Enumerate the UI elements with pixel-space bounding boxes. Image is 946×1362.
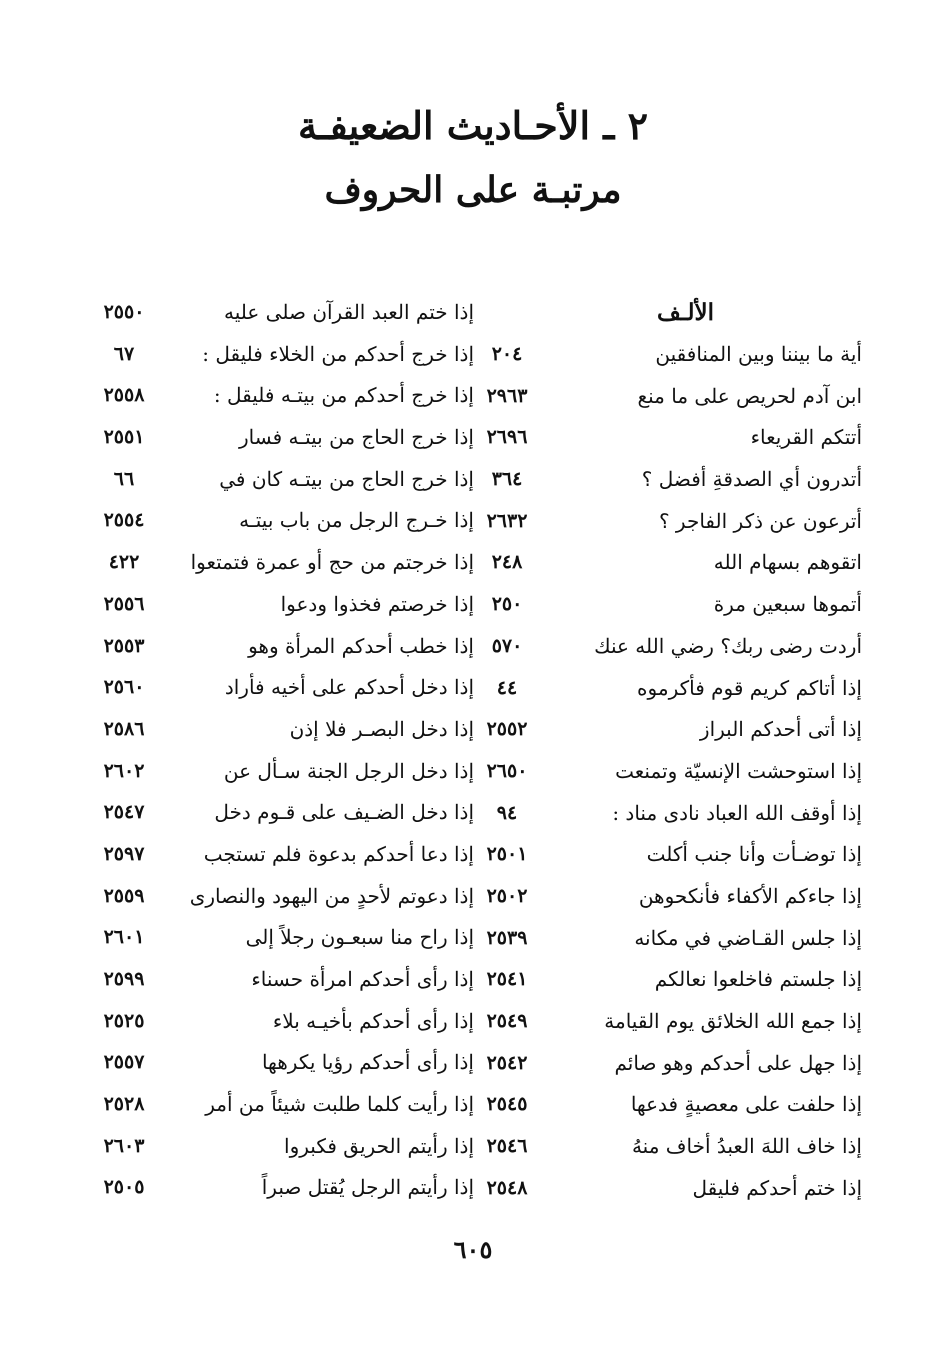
hadith-number: ٣٦٤ [491,468,523,491]
hadith-entry [442,1001,862,1043]
hadith-number: ٢٦٠٣ [103,1134,145,1157]
hadith-entry [442,668,862,710]
hadith-text: إذا ختم أحدكم فليقل [692,1175,862,1200]
hadith-text: إذا دخل أحدكم على أخيه فأراد [224,675,474,700]
hadith-text: أترعون عن ذكر الفاجر ؟ [658,508,862,533]
hadith-entry [442,1168,862,1210]
hadith-number: ٢٥٥٧ [103,1051,145,1074]
hadith-text: إذا راح منا سبعـون رجلاً إلى [245,925,474,950]
hadith-number: ٢٥٨٦ [103,717,145,740]
hadith-text: إذا أوقف الله العباد نادى مناد : [612,800,862,825]
hadith-entry [442,1084,862,1126]
hadith-number: ٢٥٩٩ [103,968,145,990]
hadith-entry [442,918,862,960]
hadith-text: إذا خـرج الرجل من باب بيتـه [239,508,474,533]
hadith-number: ٢٥٤٧ [103,801,145,824]
hadith-number: ٢٥٥٩ [103,884,145,907]
hadith-text: إذا استوحشت الإنسيّة وتمنعت [615,758,862,783]
right-column [442,292,862,1209]
hadith-entry [54,417,474,459]
hadith-number: ٢٥٦٠ [103,676,145,699]
hadith-number: ٢٥٩٧ [103,842,145,865]
hadith-entry [54,792,474,834]
hadith-entry [442,376,862,418]
hadith-entry [54,584,474,626]
hadith-entry [54,375,474,417]
hadith-entry [54,959,474,1001]
hadith-number: ٢٦٣٢ [486,509,528,532]
hadith-number: ٥٧٠ [491,634,523,657]
hadith-number: ٢٩٦٣ [486,384,528,407]
hadith-entry [54,500,474,542]
hadith-entry [442,709,862,751]
hadith-number: ٢٥٤٦ [486,1135,528,1158]
hadith-entry [54,626,474,668]
hadith-number: ٢٥٤١ [486,968,528,991]
hadith-number: ٢٥٥٦ [103,592,145,615]
hadith-number: ٢٥٤٢ [486,1051,528,1074]
hadith-text: إذا جلستم فاخلعوا نعالكم [654,967,862,992]
hadith-entry [54,834,474,876]
hadith-entry [442,626,862,668]
hadith-number: ٢٥٢٥ [103,1009,145,1032]
hadith-entry [54,1042,474,1084]
hadith-number: ٢٦٥٠ [486,759,528,782]
hadith-text: إذا رأى أحدكم بأخيـه بلاء [272,1008,474,1033]
hadith-text: إذا خاف اللهَ العبدُ أخاف منهُ [631,1134,862,1159]
hadith-number: ٢٥٣٩ [486,926,528,949]
hadith-text: إذا دخل الضـيف على قـوم دخل [214,800,474,825]
hadith-text: إذا أتى أحدكم البراز [699,717,862,742]
hadith-number: ٦٦ [113,467,135,490]
hadith-number: ٢٥٤٨ [486,1176,528,1199]
hadith-entry [54,1001,474,1043]
hadith-number: ٢٤٨ [491,551,523,574]
hadith-text: إذا خطب أحدكم المرأة وهو [248,633,474,658]
hadith-text: اتقوهم بسهام الله [713,550,862,575]
hadith-text: إذا جلس القـاضي في مكانه [634,925,862,950]
page-title: ٢ ـ الأحـاديث الضعيفـة [297,103,649,148]
hadith-text: ابن آدم لحريص على ما منع [637,383,862,408]
hadith-entry [442,1043,862,1085]
hadith-number: ٢٠٤ [491,343,523,365]
hadith-entry [54,751,474,793]
hadith-text: إذا رأيتم الرجل يُقتل صبراً [261,1175,474,1200]
hadith-number: ٢٥٤٥ [486,1093,528,1116]
hadith-entry [442,834,862,876]
hadith-number: ٢٦٠٢ [103,759,145,782]
hadith-entry [54,876,474,918]
hadith-entry [54,334,474,376]
hadith-number: ٢٥٤٩ [486,1010,528,1032]
hadith-entry [54,1167,474,1209]
page-number: ٦٠٥ [453,1235,493,1264]
hadith-number: ٢٥٥٨ [103,384,145,407]
hadith-number: ٢٥٥٢ [486,718,528,741]
hadith-number: ٢٦٠١ [103,926,145,949]
hadith-text: إذا رأى أحدكم امرأة حسناء [251,967,474,991]
hadith-number: ٢٥٠٥ [103,1176,145,1199]
hadith-entry [442,334,862,376]
hadith-text: إذا توضـأت وأنا جنب أكلت [646,842,862,867]
hadith-number: ٢٥٢٨ [103,1093,145,1116]
hadith-entry [54,917,474,959]
hadith-text: إذا جمع الله الخلائق يوم القيامة [604,1009,862,1033]
page-subtitle: مرتبـة على الحروف [324,169,622,211]
hadith-entry [54,1084,474,1126]
hadith-entry [442,417,862,459]
hadith-text: أتتكم القريعاء [750,425,862,450]
hadith-text: إذا جهل على أحدكم وهو صائم [614,1050,862,1075]
hadith-entry [442,459,862,501]
section-heading-alif: الألـف [656,299,714,326]
hadith-text: أتموها سبعين مرة [713,592,862,617]
hadith-text: إذا خرج أحدكم من الخلاء فليقل : [202,341,474,366]
hadith-text: إذا رأى أحدكم رؤيا يكرهها [261,1050,474,1075]
hadith-text: إذا خرج الحاج من بيتـه فسار [239,425,474,450]
hadith-entry [442,959,862,1001]
hadith-number: ٩٤ [496,801,518,824]
hadith-number: ٢٥٥٠ [103,301,145,323]
hadith-entry [442,876,862,918]
hadith-number: ٢٥٥٤ [103,509,145,532]
left-column [54,292,474,1209]
hadith-text: أتدرون أي الصدقةِ أفضل ؟ [641,467,862,492]
hadith-text: إذا دخل الرجل الجنة سـأل عن [223,758,474,783]
hadith-entry [442,1126,862,1168]
hadith-text: أية ما بيننا وبين المنافقين [655,342,862,366]
hadith-number: ٢٥٥٣ [103,634,145,657]
hadith-text: إذا أتاكم كريم قوم فأكرموه [637,675,862,700]
hadith-text: إذا رأيتم الحريق فكبروا [284,1133,474,1158]
hadith-number: ٢٥٠ [491,593,523,616]
hadith-number: ٤٤ [496,676,518,699]
hadith-entry [54,1126,474,1168]
hadith-entry [54,459,474,501]
hadith-number: ٢٥٠١ [486,843,528,866]
hadith-entry [54,667,474,709]
hadith-text: إذا خرج أحدكم من بيتـه فليقل : [213,383,474,408]
hadith-text: إذا خرج الحاج من بيتـه كان في [219,466,474,491]
hadith-text: إذا ختم العبد القرآن صلى عليه [224,300,474,324]
hadith-text: إذا خرجتم من حج أو عمرة فتمتعوا [190,550,474,575]
hadith-text: أردت رضى ربك؟ رضي الله عنك [594,633,862,658]
hadith-number: ٢٦٩٦ [486,426,528,449]
hadith-text: إذا خرصتم فخذوا ودعوا [280,591,474,616]
hadith-entry [54,292,474,334]
hadith-entry [54,709,474,751]
hadith-entry [442,793,862,835]
hadith-entry [442,751,862,793]
hadith-entry [442,584,862,626]
hadith-text: إذا رأيت كلما طلبت شيئاً من أمر [205,1092,474,1117]
hadith-number: ٢٥٠٢ [486,884,528,907]
hadith-number: ٢٥٥١ [103,426,145,449]
hadith-text: إذا دعا أحدكم بدعوة فلم تستجب [203,841,474,866]
hadith-entry [442,542,862,584]
hadith-text: إذا حلفت على معصيةٍ فدعها [630,1092,862,1117]
hadith-number: ٤٢٢ [108,551,140,574]
hadith-text: إذا دعوتم لأحدٍ من اليهود والنصارى [189,883,474,908]
hadith-entry [442,501,862,543]
hadith-text: إذا جاءكم الأكفاء فأنكحوهن [638,883,862,908]
hadith-entry [54,542,474,584]
hadith-number: ٦٧ [113,342,135,365]
hadith-text: إذا دخل البصـر فلا إذن [289,716,474,741]
